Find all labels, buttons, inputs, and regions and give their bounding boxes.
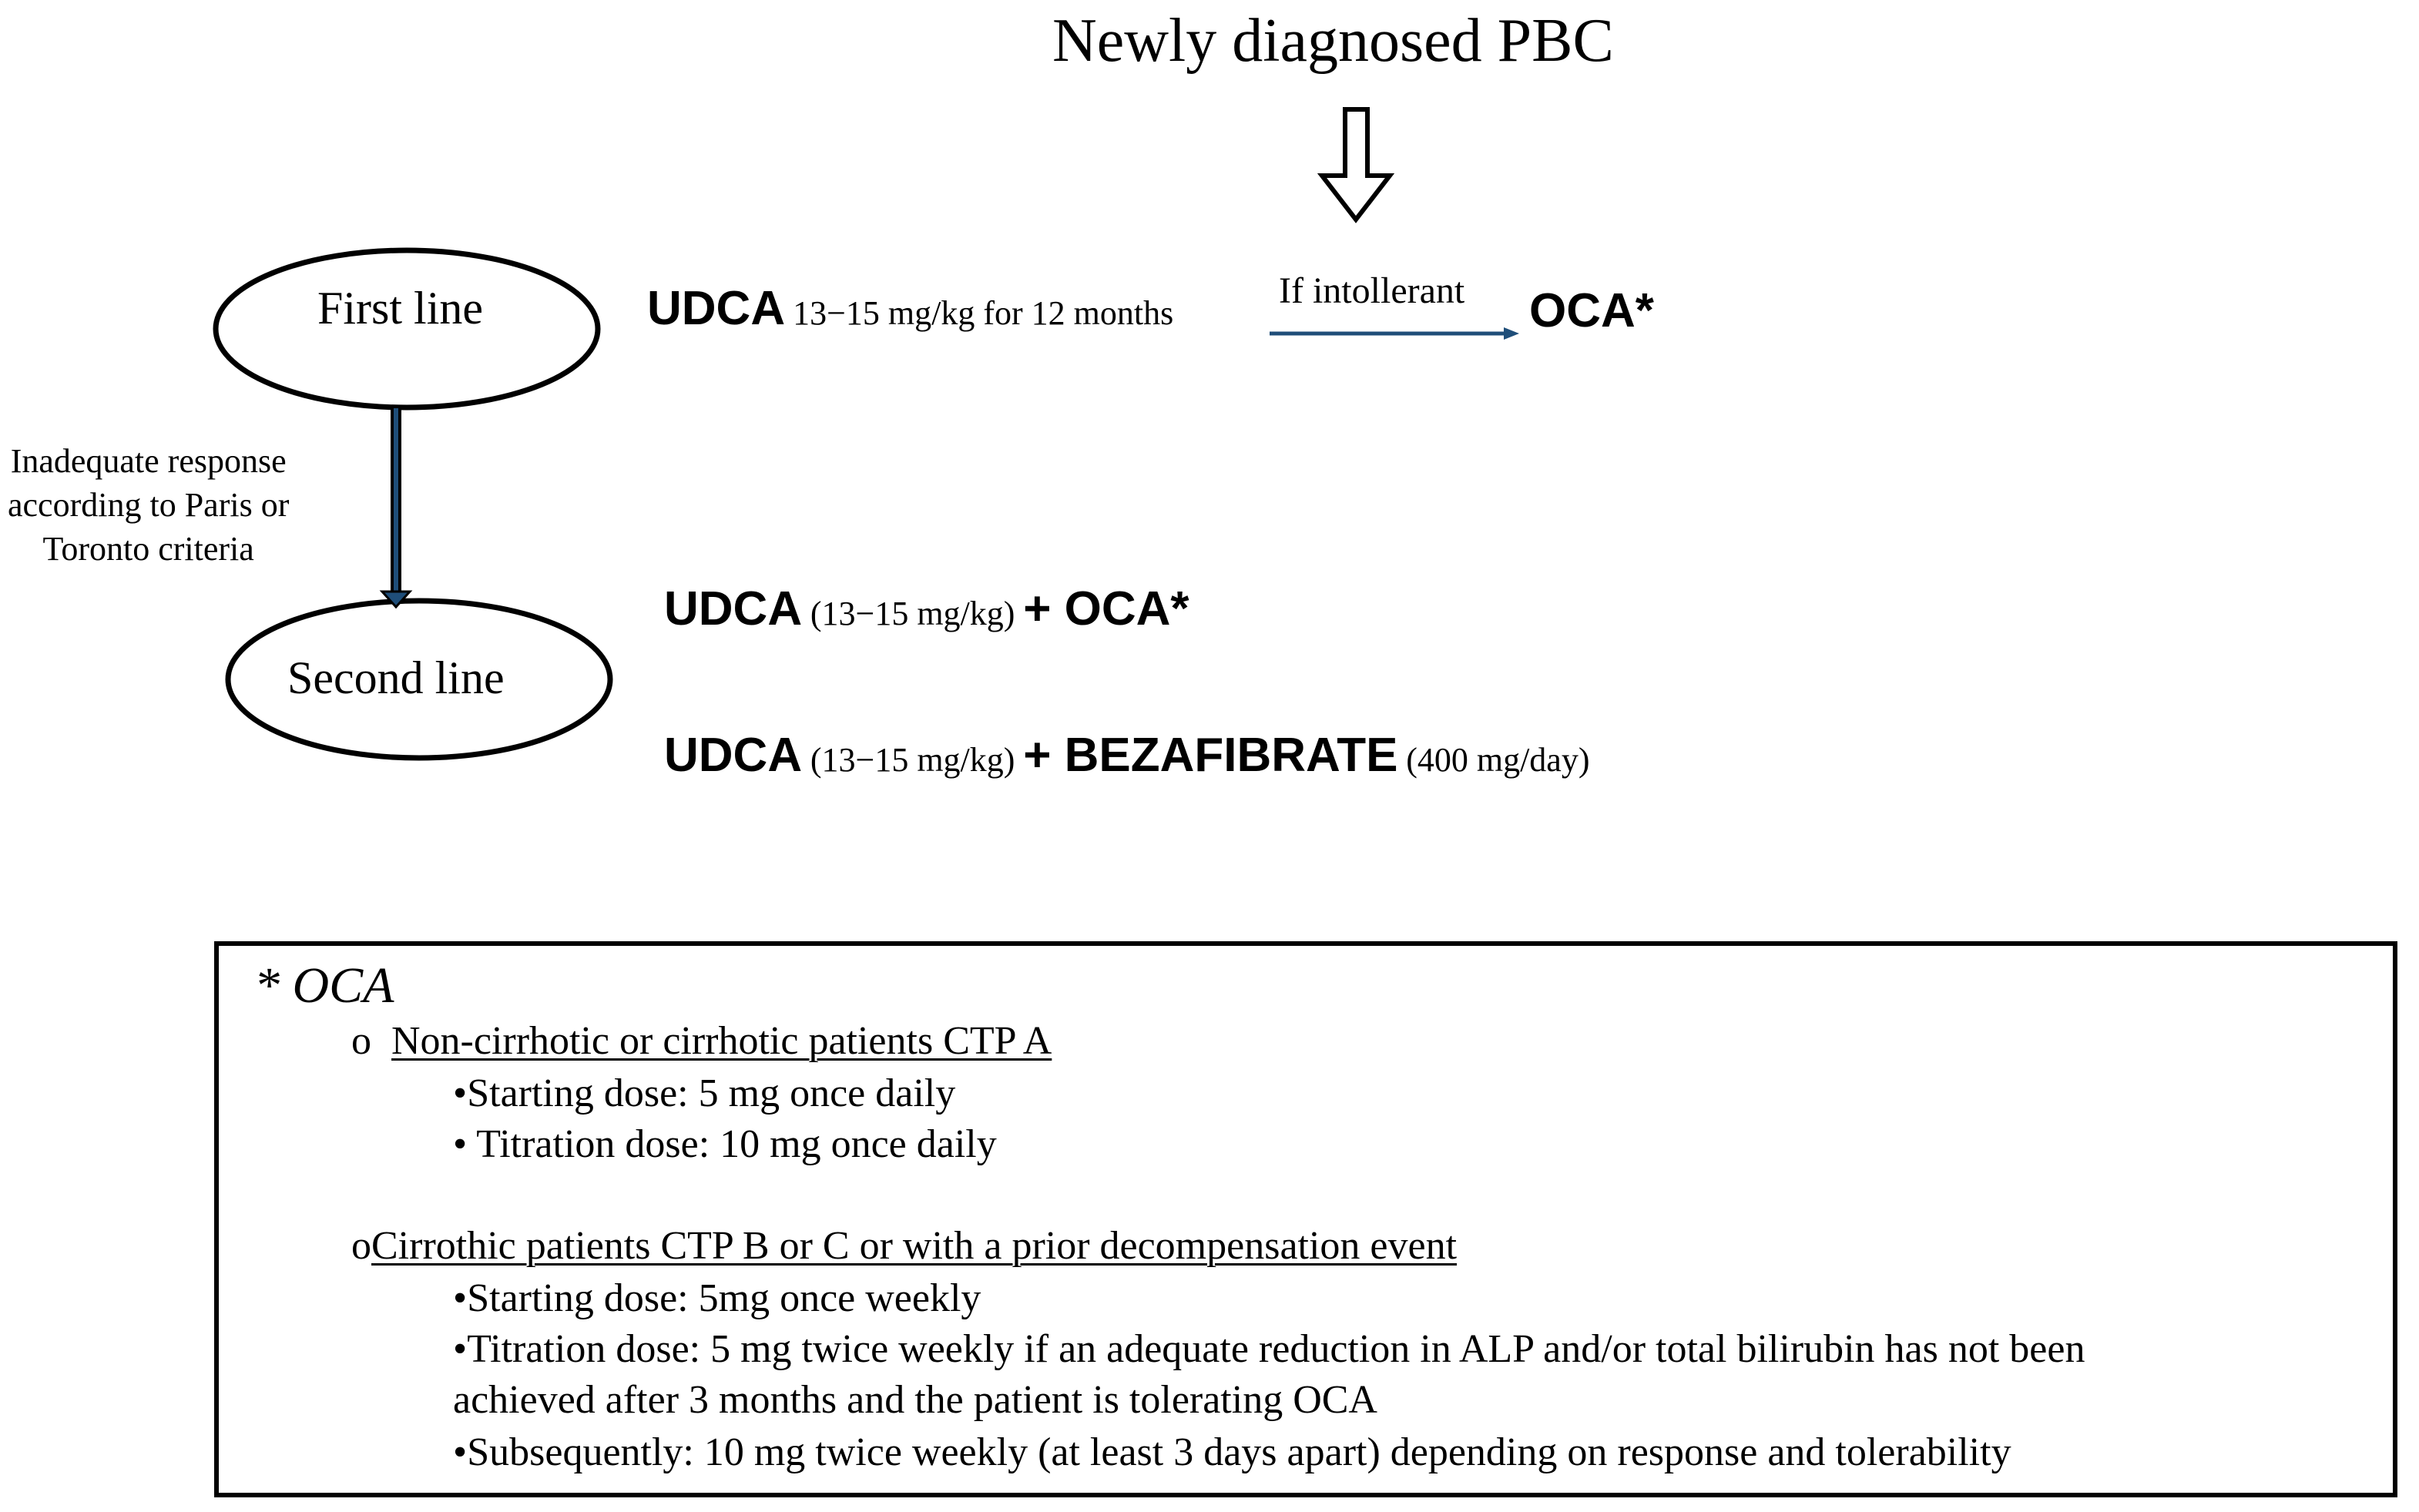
- first-line-label: First line: [317, 283, 484, 334]
- intolerant-label: If intollerant: [1279, 270, 1465, 311]
- transition-line-3: Toronto criteria: [42, 530, 254, 568]
- first-line-drug: UDCA: [647, 282, 786, 335]
- regimen-dose: (13−15 mg/kg): [810, 741, 1015, 779]
- note-item: •Titration dose: 5 mg twice weekly if an adequate reduction in ALP and/or total bilirubin has not been: [453, 1327, 2085, 1371]
- first-line-regimen: [647, 281, 1173, 336]
- second-line-regimen-2: [664, 728, 1590, 783]
- first-line-dose: 13−15 mg/kg for 12 months: [793, 294, 1174, 332]
- second-line-label: Second line: [287, 652, 505, 703]
- regimen-addition: + BEZAFIBRATE: [1023, 729, 1398, 782]
- note-item: •Starting dose: 5mg once weekly: [453, 1276, 981, 1320]
- group-heading-text: Non-cirrhotic or cirrhotic patients CTP A: [391, 1019, 1052, 1063]
- note-item: • Titration dose: 10 mg once daily: [453, 1122, 997, 1166]
- second-line-regimen-1: [664, 582, 1189, 636]
- note-item: •Starting dose: 5 mg once daily: [453, 1071, 956, 1115]
- regimen-dose: (13−15 mg/kg): [810, 595, 1015, 632]
- regimen-addition: + OCA*: [1023, 582, 1189, 635]
- page-title: Newly diagnosed PBC: [1052, 7, 1614, 75]
- note-group-heading-2: [351, 1223, 1457, 1269]
- regimen-drug: UDCA: [664, 582, 803, 635]
- transition-line-2: according to Paris or: [8, 486, 290, 524]
- transition-criteria-text: [8, 439, 289, 571]
- transition-line-1: Inadequate response: [10, 442, 287, 480]
- circle-bullet-icon: o: [351, 1224, 371, 1268]
- note-item: achieved after 3 months and the patient is tolerating OCA: [453, 1378, 1377, 1422]
- regimen-extra-dose: (400 mg/day): [1406, 741, 1590, 779]
- first-line-alternative: OCA*: [1529, 284, 1654, 337]
- note-item: •Subsequently: 10 mg twice weekly (at least 3 days apart) depending on response and tolerability: [453, 1430, 2011, 1474]
- note-title: * OCA: [254, 957, 394, 1014]
- circle-bullet-icon: o: [351, 1019, 371, 1063]
- note-group-heading-1: [351, 1018, 1052, 1064]
- down-arrow-icon: [1322, 109, 1390, 220]
- group-heading-text: Cirrothic patients CTP B or C or with a prior decompensation event: [371, 1224, 1458, 1268]
- regimen-drug: UDCA: [664, 729, 803, 782]
